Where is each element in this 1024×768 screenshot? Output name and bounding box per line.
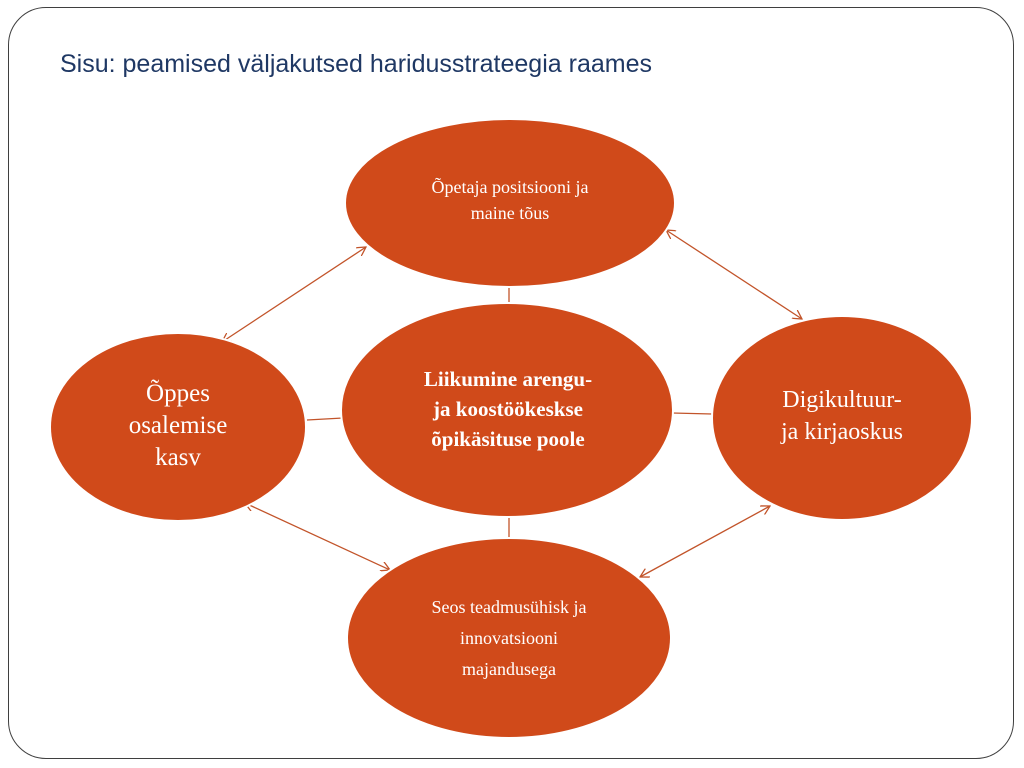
- node-top-label-box: [372, 168, 648, 232]
- node-top-label: Õpetaja positsiooni ja maine tõus: [431, 177, 589, 223]
- connector-center-left: [307, 418, 343, 420]
- node-left-label-box: [78, 370, 278, 482]
- node-center-label-box: [368, 362, 648, 456]
- node-right-label-box: [728, 378, 956, 454]
- arrow-top-right: [666, 230, 802, 319]
- node-center-label: Liikumine arengu- ja koostöökeskse õpikäsituse poole: [423, 367, 593, 451]
- slide-title: Sisu: peamised väljakutsed haridusstrateegia raames: [60, 50, 652, 78]
- arrow-right-bottom: [640, 506, 770, 577]
- arrow-left-bottom: [245, 503, 390, 570]
- node-bottom-label-box: [378, 586, 640, 690]
- node-bottom-label: Seos teadmusühisk ja innovatsiooni majandusega: [431, 596, 587, 679]
- connector-center-right: [672, 413, 712, 414]
- node-left-label: Õppes osalemise kasv: [128, 380, 228, 471]
- arrow-top-left: [222, 247, 366, 342]
- node-right-label: Digikultuur- ja kirjaoskus: [781, 387, 903, 445]
